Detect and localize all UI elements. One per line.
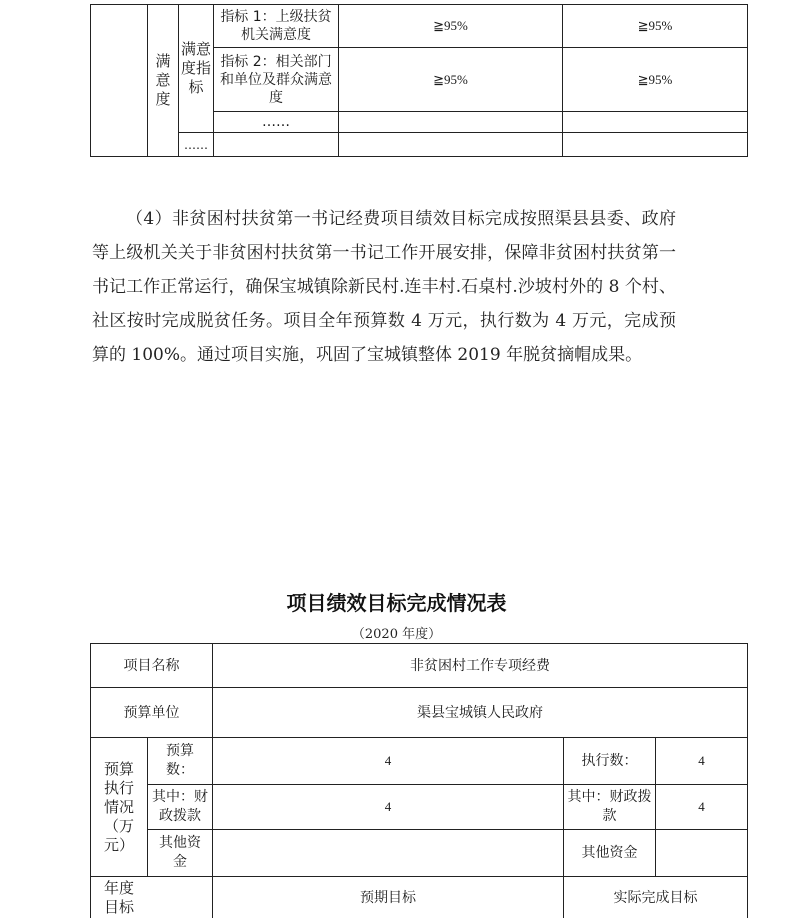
indicator-1-label: 指标 1：上级扶贫机关满意度	[220, 9, 332, 43]
other-funds-exec-label: 其他资金	[581, 845, 638, 861]
category-cell	[179, 5, 213, 132]
annual-goal-cell	[91, 877, 147, 918]
other-funds-label: 其他资金	[159, 835, 201, 870]
fiscal-exec-cell	[564, 785, 655, 829]
exec-amount-value: 4	[698, 753, 705, 768]
fiscal-exec-label: 其中：财政拨款	[567, 789, 652, 824]
dimension-cell	[148, 5, 178, 156]
indicator-1-cell	[214, 5, 338, 47]
indicator-2-cell	[214, 48, 338, 111]
table-title: 项目绩效目标完成情况表	[286, 591, 507, 615]
exec-amount-label: 执行数：	[581, 753, 638, 769]
annual-goal-label: 年度目标	[103, 878, 134, 916]
indicator-2-label: 指标 2：相关部门和单位及群众满意度	[220, 53, 332, 106]
expected-goal-label: 预期目标	[360, 889, 416, 906]
budget-exec-cell	[91, 738, 147, 876]
paragraph-text: （4）非贫困村扶贫第一书记经费项目绩效目标完成按照渠县县委、政府等上级机关关于非贫困村扶贫第一书记工作开展安排，保障非贫困村扶贫第一书记工作正常运行，确保宝城镇除新民村.连丰村.石桌村.沙坡村外的 8 个村、社区按时完成脱贫任务。项目全年预算数 4 万元，执行数为 4 万元，完成预算的 100%。通过项目实施，巩固了宝城镇整体 2019 年脱贫摘帽成果。	[92, 209, 676, 365]
budget-amount-value: 4	[384, 753, 392, 768]
ellipsis-category: ……	[184, 137, 208, 152]
other-funds-cell	[148, 830, 212, 876]
budget-exec-label: 预算执行情况（万元）	[103, 759, 134, 854]
col-divider	[747, 4, 748, 156]
fiscal-budget-label: 其中：财政拨款	[152, 789, 208, 824]
indicator-2-actual: ≧95%	[637, 71, 673, 87]
col-divider	[90, 4, 91, 156]
row-divider	[147, 829, 748, 830]
project-description	[92, 202, 676, 372]
row-divider	[178, 132, 748, 133]
indicator-2-target: ≧95%	[433, 71, 468, 87]
fiscal-budget-cell	[148, 785, 212, 829]
budget-amount-label: 预算数：	[166, 743, 194, 778]
dimension-label: 满意度	[155, 52, 171, 108]
col-divider	[747, 643, 748, 918]
indicator-1-actual: ≧95%	[637, 18, 673, 33]
fiscal-exec-value: 4	[698, 799, 705, 814]
fiscal-budget-value: 4	[384, 799, 392, 814]
project-name-label: 项目名称	[123, 657, 180, 674]
project-name-value: 非贫困村工作专项经费	[410, 657, 550, 674]
category-label: 满意度指标	[180, 40, 211, 96]
budget-unit-label: 预算单位	[123, 704, 180, 721]
ellipsis-indicator: ……	[262, 114, 290, 130]
table-border-bottom	[90, 156, 748, 157]
indicator-1-target: ≧95%	[433, 18, 468, 33]
actual-goal-label: 实际完成目标	[613, 889, 698, 906]
table-subtitle: （2020 年度）	[351, 627, 442, 642]
budget-amount-cell	[148, 738, 212, 784]
budget-unit-value: 渠县宝城镇人民政府	[417, 704, 543, 721]
